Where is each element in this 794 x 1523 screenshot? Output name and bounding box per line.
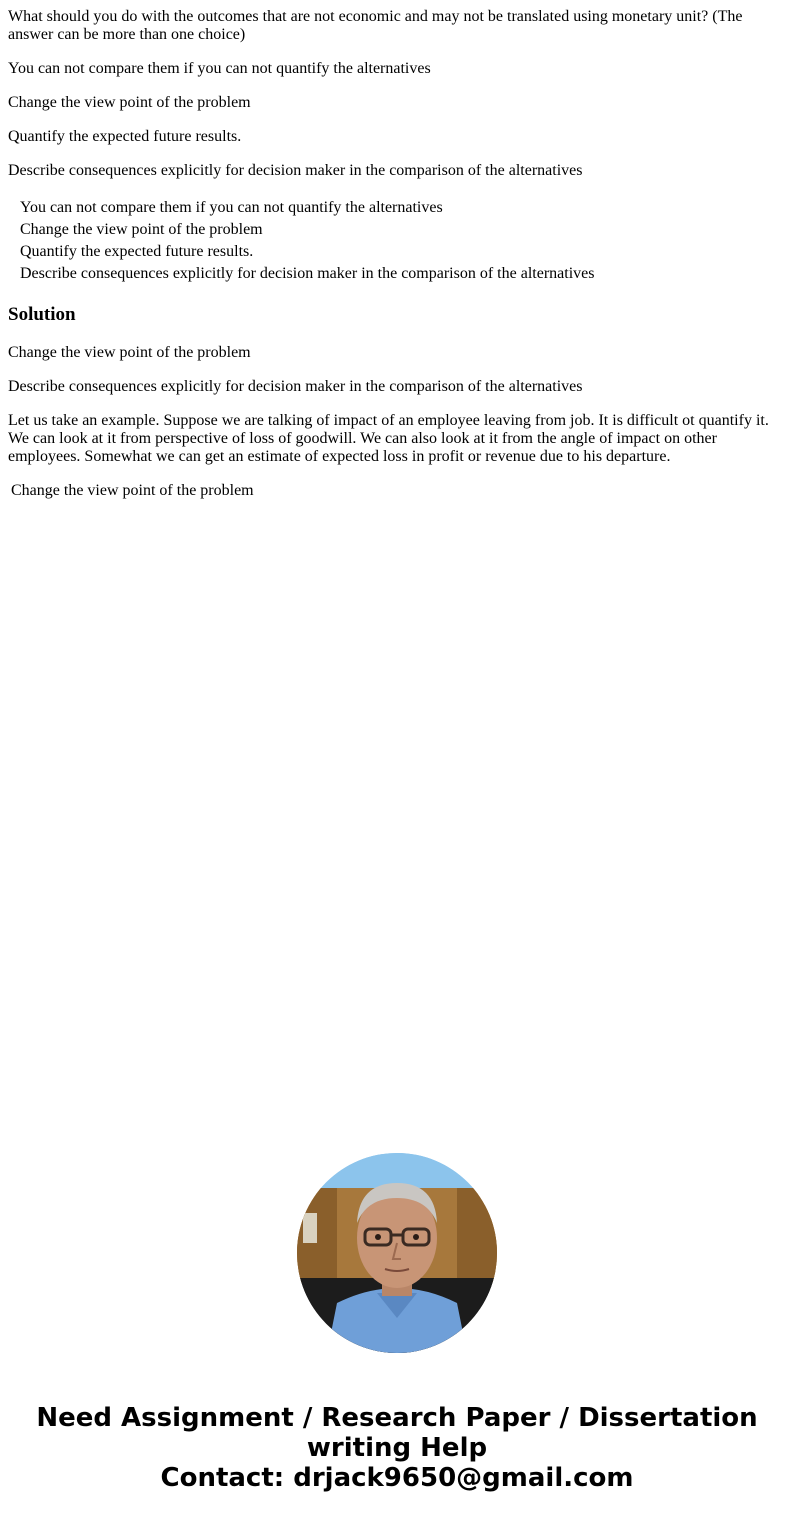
question-text: What should you do with the outcomes that are not economic and may not be translated using monetary unit? (The answer can be more than one choice) [8,8,743,43]
choice-paragraph-1: You can not compare them if you can not quantify the alternatives [8,60,431,77]
solution-answer-1: Change the view point of the problem [8,344,251,361]
author-portrait-illustration [297,1153,497,1353]
choice-paragraph-3: Quantify the expected future results. [8,128,242,145]
solution-explanation: Let us take an example. Suppose we are talking of impact of an employee leaving from job. It is difficult ot quantify it. We can look at it from perspective of loss of goodwill. We can also look at it from the angle of impact on other employees. Somewhat we can get an estimate of expected loss in profit or revenue due to his departure. [8,412,769,465]
author-photo-icon [297,1153,497,1353]
choice-cell-3: Quantify the expected future results. [20,243,254,260]
promo-contact: Contact: drjack9650@gmail.com [160,1463,634,1493]
solution-answer-2: Describe consequences explicitly for decision maker in the comparison of the alternatives [8,378,583,395]
choices-table-row [19,242,595,262]
promo-line-1: Need Assignment / Research Paper / Dissertation [36,1403,758,1433]
choices-table [17,196,597,286]
choices-table-row [19,220,595,240]
solution-heading: Solution [8,304,76,325]
choice-cell-1: You can not compare them if you can not quantify the alternatives [20,199,443,216]
document-body [0,0,794,500]
solution-final-answer: Change the view point of the problem [11,482,254,499]
choice-paragraph-2: Change the view point of the problem [8,94,251,111]
choice-cell-2: Change the view point of the problem [20,221,263,238]
choices-table-row [19,198,595,218]
promo-section [0,1153,794,1493]
choice-cell-4: Describe consequences explicitly for decision maker in the comparison of the alternatives [20,265,595,282]
choices-table-row [19,264,595,284]
promo-line-2: writing Help [306,1433,488,1463]
promo-text [0,1403,794,1493]
choice-paragraph-4: Describe consequences explicitly for decision maker in the comparison of the alternatives [8,162,583,179]
